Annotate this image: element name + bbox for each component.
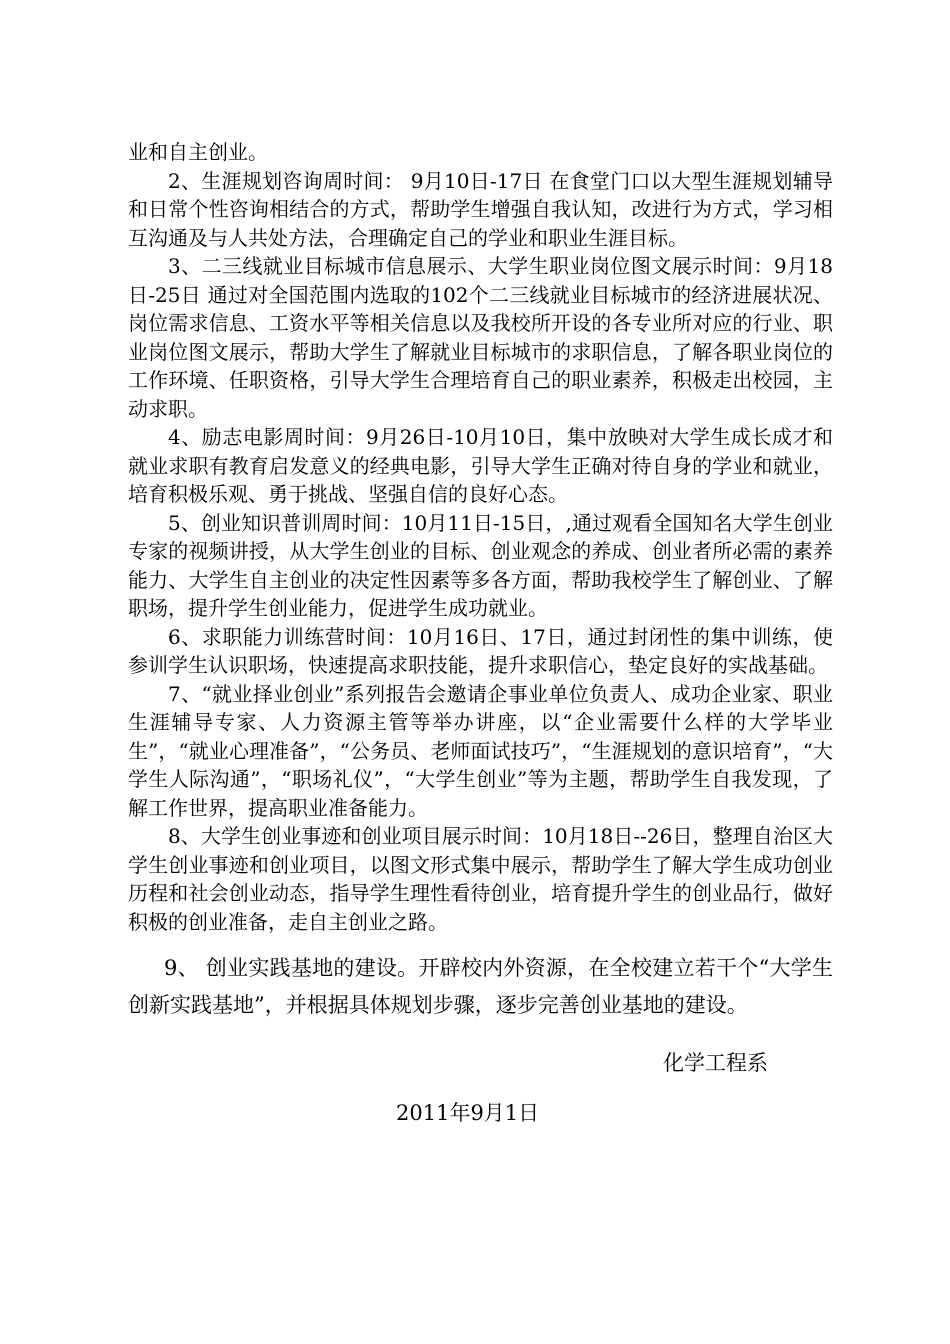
signature-department: 化学工程系	[663, 1051, 768, 1075]
paragraph-entrepreneurship-training-week: 5、创业知识普训周时间：10月11日-15日，,通过观看全国知名大学生创业专家的视频讲授，从大学生创业的目标、创业观念的养成、创业者所必需的素养能力、大学生自主创业的决定性因素等多各方面，帮助我校学生了解创业、了解职场，提升学生创业能力，促进学生成功就业。	[128, 510, 833, 620]
paragraph-target-city-exhibition: 3、二三线就业目标城市信息展示、大学生职业岗位图文展示时间：9月18日-25日 通过对全国范围内选取的102个二三线就业目标城市的经济进展状况、岗位需求信息、工资水平等相关信息以及我校所开设的各专业所对应的行业、职业岗位图文展示，帮助大学生了解就业目标城市的求职信息，了解各职业岗位的工作环境、任职资格，引导大学生合理培育自己的职业素养，积极走出校园，主动求职。	[128, 254, 833, 421]
paragraph-practice-base: 9、 创业实践基地的建设。开辟校内外资源，在全校建立若干个“大学生创新实践基地”，并根据具体规划步骤，逐步完善创业基地的建设。	[128, 956, 833, 1017]
paragraph-lecture-series: 7、“就业择业创业”系列报告会邀请企事业单位负责人、成功企业家、职业生涯辅导专家、人力资源主管等举办讲座，以“企业需要什么样的大学毕业生”，“就业心理准备”，“公务员、老师面试技巧”，“生涯规划的意识培育”，“大学生人际沟通”，“职场礼仪”，“大学生创业”等为主题，帮助学生自我发现，了解工作世界，提高职业准备能力。	[128, 681, 833, 820]
paragraph-continuation: 业和自主创业。	[128, 140, 268, 164]
paragraph-inspirational-film-week: 4、励志电影周时间：9月26日-10月10日，集中放映对大学生成长成才和就业求职有教育启发意义的经典电影，引导大学生正确对待自身的学业和就业，培育积极乐观、勇于挑战、坚强自信的良好心态。	[128, 425, 833, 506]
paragraph-entrepreneurship-exhibition: 8、大学生创业事迹和创业项目展示时间：10月18日--26日，整理自治区大学生创业事迹和创业项目，以图文形式集中展示，帮助学生了解大学生成功创业历程和社会创业动态，指导学生理性看待创业，培育提升学生的创业品行，做好积极的创业准备，走自主创业之路。	[128, 824, 833, 934]
paragraph-career-planning-week: 2、生涯规划咨询周时间： 9月10日-17日 在食堂门口以大型生涯规划辅导和日常个性咨询相结合的方式，帮助学生增强自我认知，改进行为方式，学习相互沟通及与人共处方法，合理确定自己的学业和职业生涯目标。	[128, 168, 833, 250]
document-page	[128, 138, 833, 1128]
document-date: 2011年9月1日	[396, 1101, 540, 1125]
paragraph-job-skills-camp: 6、求职能力训练营时间：10月16日、17日，通过封闭性的集中训练，使参训学生认识职场，快速提高求职技能，提升求职信心，垫定良好的实战基础。	[128, 624, 833, 677]
